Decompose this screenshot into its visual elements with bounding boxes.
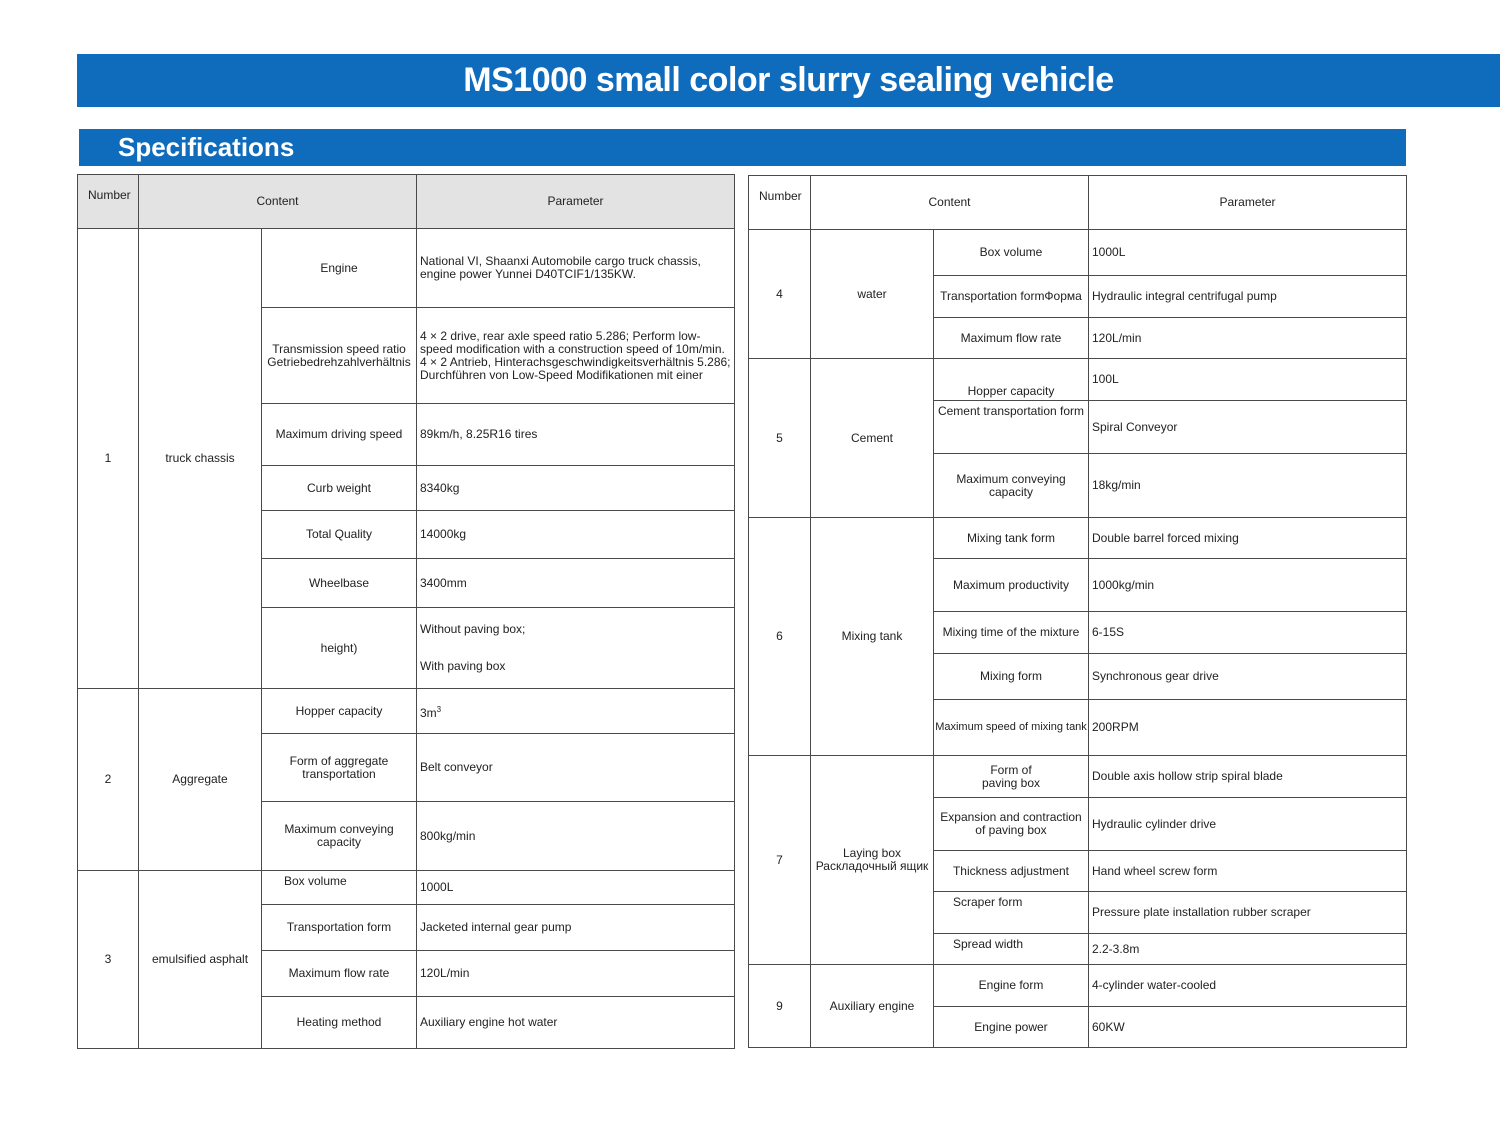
spec-item-line-de: Getriebedrehzahlverhältnis: [267, 354, 411, 369]
spec-value: 14000kg: [417, 511, 735, 559]
spec-value: 4-cylinder water-cooled: [1089, 965, 1407, 1007]
spec-item: Engine: [262, 229, 417, 308]
group-number: 5: [749, 359, 811, 518]
spec-value: 2.2-3.8m: [1089, 934, 1407, 965]
spec-item: Hopper capacity: [934, 359, 1089, 401]
spec-item: Maximum speed of mixing tank: [934, 700, 1089, 756]
group-name: truck chassis: [139, 229, 262, 689]
spec-value: [417, 308, 735, 404]
spec-value: 120L/min: [1089, 318, 1407, 359]
group-name: Cement: [811, 359, 934, 518]
spec-value: 1000L: [1089, 230, 1407, 276]
group-name: water: [811, 230, 934, 359]
spec-item: height): [262, 608, 417, 689]
section-title: Specifications: [79, 129, 1406, 166]
spec-item: Box volume: [262, 871, 417, 905]
table-row: [78, 229, 735, 308]
spec-item: Expansion and contraction of paving box: [934, 798, 1089, 851]
spec-value: Jacketed internal gear pump: [417, 905, 735, 951]
spec-value: Synchronous gear drive: [1089, 654, 1407, 700]
spec-item: Mixing form: [934, 654, 1089, 700]
spec-item: Maximum flow rate: [262, 951, 417, 997]
header-parameter: Parameter: [1089, 176, 1407, 230]
spec-table-left: [77, 174, 735, 1049]
spec-table-right: [748, 175, 1407, 1048]
spec-item: Wheelbase: [262, 559, 417, 608]
spec-item: Spread width: [934, 934, 1089, 965]
group-name: Aggregate: [139, 689, 262, 871]
table-row: [749, 756, 1407, 798]
header-content: Content: [139, 175, 417, 229]
group-name-line: Laying box: [842, 846, 902, 860]
spec-item: Mixing time of the mixture: [934, 612, 1089, 654]
spec-item: Maximum productivity: [934, 559, 1089, 612]
group-name-line-ru: Раскладочный ящик: [815, 859, 929, 873]
group-name: emulsified asphalt: [139, 871, 262, 1049]
spec-item: Maximum driving speed: [262, 404, 417, 466]
spec-item: Transportation form: [262, 905, 417, 951]
group-number: 3: [78, 871, 139, 1049]
spec-value-text: 3m: [420, 705, 437, 720]
spec-value-line: 4 × 2 drive, rear axle speed ratio 5.286; Perform low-speed modification with a construction speed of 10m/min.: [420, 328, 725, 356]
spec-value: Pressure plate installation rubber scraper: [1089, 892, 1407, 934]
spec-item: Mixing tank form: [934, 518, 1089, 559]
group-number: 9: [749, 965, 811, 1048]
table-row: [749, 230, 1407, 276]
spec-item: Engine form: [934, 965, 1089, 1007]
table-row: [78, 689, 735, 734]
spec-item: Scraper form: [934, 892, 1089, 934]
group-name: Mixing tank: [811, 518, 934, 756]
spec-item: Form of paving box: [934, 756, 1089, 798]
spec-value: Double barrel forced mixing: [1089, 518, 1407, 559]
spec-item: Cement transportation form: [934, 401, 1089, 454]
spec-value-line-de: 4 × 2 Antrieb, Hinterachsgeschwindigkeitsverhältnis 5.286; Durchführen von Low-Speed Modifikationen mit einer: [420, 354, 731, 382]
spec-value: Hydraulic integral centrifugal pump: [1089, 276, 1407, 318]
spec-value: Hand wheel screw form: [1089, 851, 1407, 892]
table-header-row: [749, 176, 1407, 230]
spec-value: [417, 608, 735, 689]
spec-value: 800kg/min: [417, 802, 735, 871]
table-header-row: [78, 175, 735, 229]
spec-item: Maximum conveying capacity: [262, 802, 417, 871]
table-row: [749, 518, 1407, 559]
spec-value: National VI, Shaanxi Automobile cargo truck chassis, engine power Yunnei D40TCIF1/135KW.: [417, 229, 735, 308]
spec-item: Engine power: [934, 1007, 1089, 1048]
spec-item: Transportation formФорма: [934, 276, 1089, 318]
spec-value: 6-15S: [1089, 612, 1407, 654]
table-row: [78, 871, 735, 905]
spec-item-line: Transmission speed ratio: [272, 341, 406, 356]
group-name: Auxiliary engine: [811, 965, 934, 1048]
spec-value: 89km/h, 8.25R16 tires: [417, 404, 735, 466]
header-number: Number: [749, 176, 811, 230]
spec-value: Double axis hollow strip spiral blade: [1089, 756, 1407, 798]
header-content: Content: [811, 176, 1089, 230]
spec-value: Belt conveyor: [417, 734, 735, 802]
spec-item: Maximum flow rate: [934, 318, 1089, 359]
spec-value: 100L: [1089, 359, 1407, 401]
spec-value: Hydraulic cylinder drive: [1089, 798, 1407, 851]
spec-item: Box volume: [934, 230, 1089, 276]
spec-value: 120L/min: [417, 951, 735, 997]
spec-value: 1000kg/min: [1089, 559, 1407, 612]
spec-value: Spiral Conveyor: [1089, 401, 1407, 454]
spec-item: [262, 308, 417, 404]
page-title: MS1000 small color slurry sealing vehicle: [77, 54, 1500, 107]
spec-value: 18kg/min: [1089, 454, 1407, 518]
header-number: Number: [78, 175, 139, 229]
table-row: [749, 359, 1407, 401]
group-number: 2: [78, 689, 139, 871]
spec-value: 3400mm: [417, 559, 735, 608]
spec-value-line: Without paving box;: [420, 622, 526, 636]
group-number: 6: [749, 518, 811, 756]
header-parameter: Parameter: [417, 175, 735, 229]
spec-item: Hopper capacity: [262, 689, 417, 734]
spec-value: Auxiliary engine hot water: [417, 997, 735, 1049]
spec-item: Curb weight: [262, 466, 417, 511]
spec-value: [417, 689, 735, 734]
spec-value: 8340kg: [417, 466, 735, 511]
group-number: 7: [749, 756, 811, 965]
group-number: 4: [749, 230, 811, 359]
spec-value-line: With paving box: [420, 659, 506, 673]
spec-value: 1000L: [417, 871, 735, 905]
spec-item: Heating method: [262, 997, 417, 1049]
spec-item: Maximum conveying capacity: [934, 454, 1089, 518]
spec-value: 200RPM: [1089, 700, 1407, 756]
table-row: [749, 965, 1407, 1007]
spec-item: Total Quality: [262, 511, 417, 559]
spec-item: Thickness adjustment: [934, 851, 1089, 892]
group-number: 1: [78, 229, 139, 689]
spec-value: 60KW: [1089, 1007, 1407, 1048]
superscript: 3: [436, 704, 442, 714]
group-name: [811, 756, 934, 965]
spec-item: Form of aggregate transportation: [262, 734, 417, 802]
